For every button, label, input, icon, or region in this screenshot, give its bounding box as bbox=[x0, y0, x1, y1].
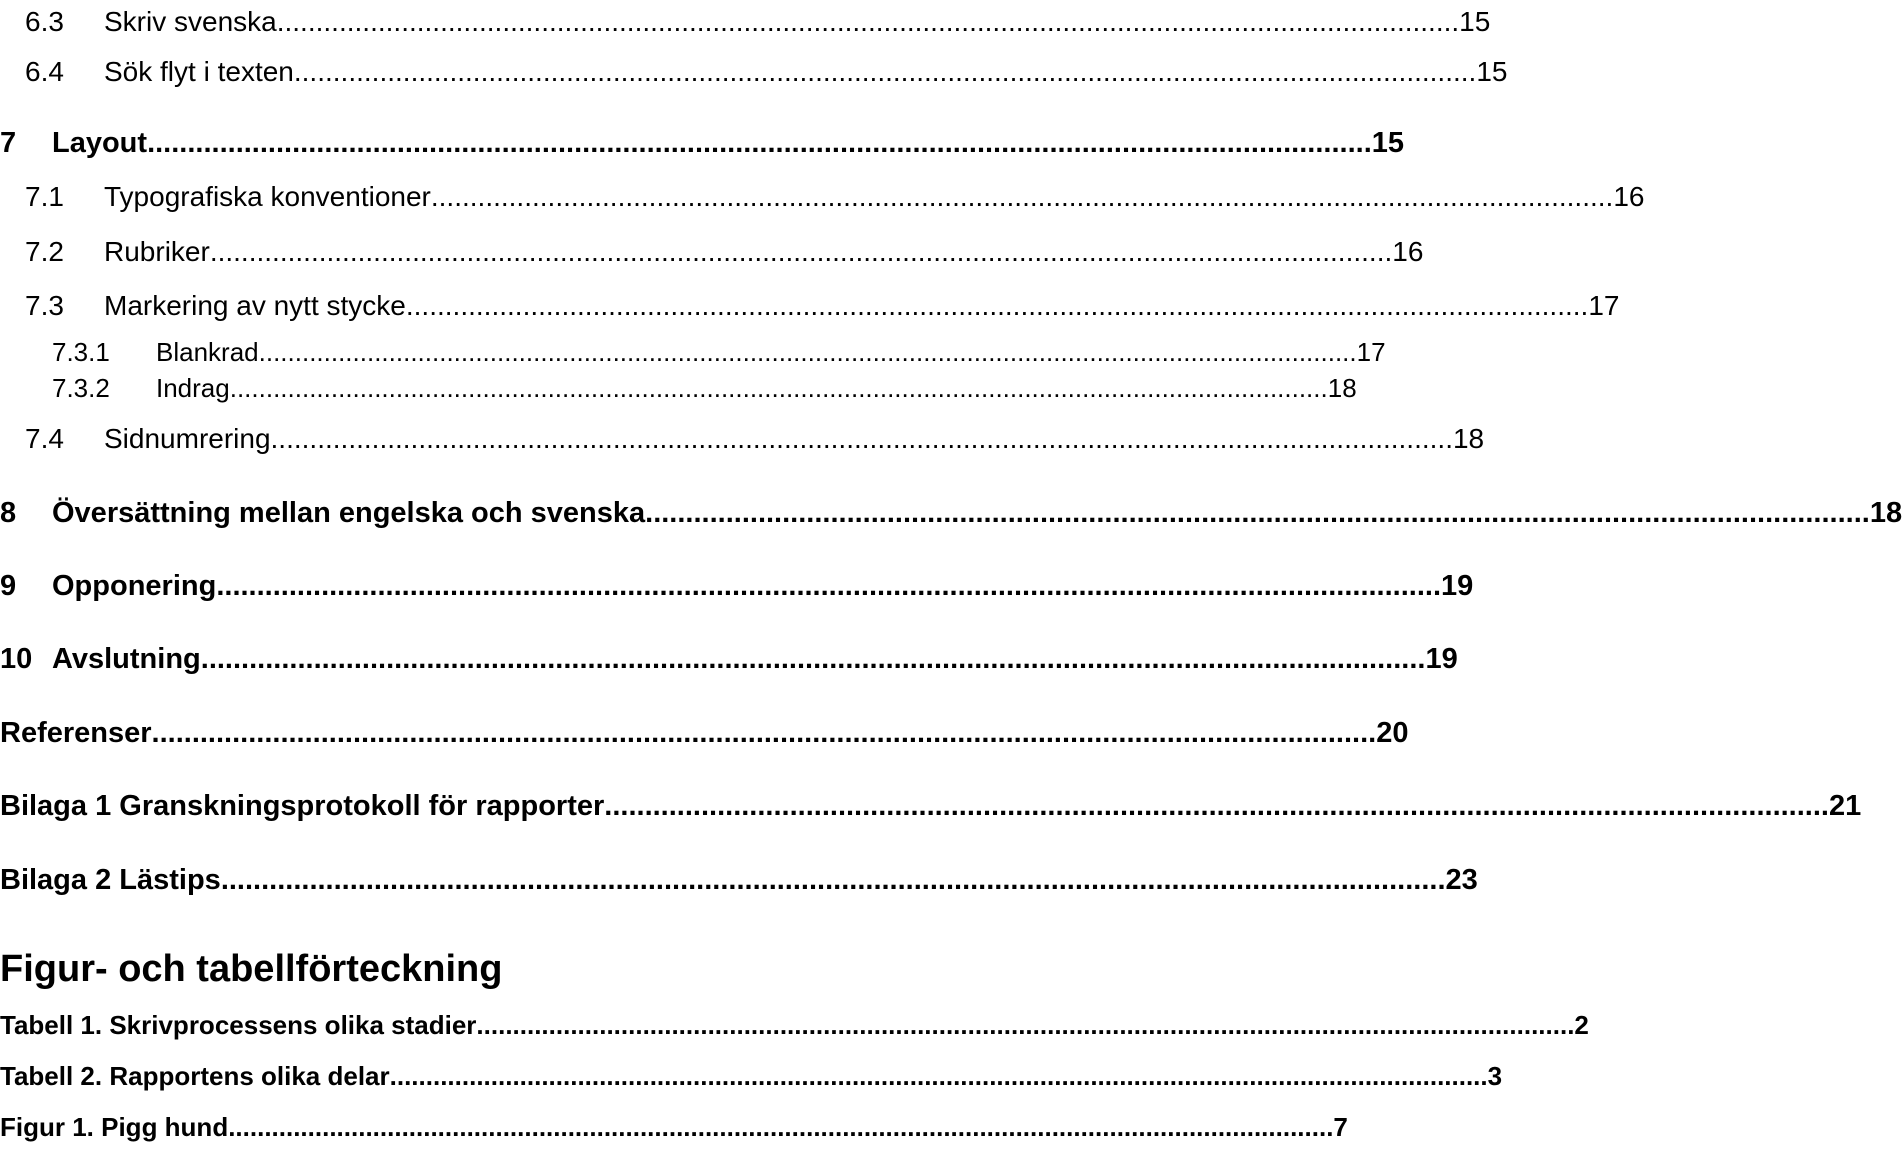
toc-leader-dots: ........................................................................................................................................................ bbox=[276, 6, 1460, 37]
toc-leader-dots: ........................................................................................................................................................ bbox=[209, 236, 1393, 267]
figures-heading: Figur- och tabellförteckning bbox=[0, 948, 503, 990]
figure-title: Figur 1. Pigg hund. bbox=[0, 1112, 236, 1142]
toc-title: Referenser bbox=[0, 717, 152, 749]
toc-entry bbox=[0, 491, 1902, 535]
toc-leader-dots: ........................................................................................................................................................ bbox=[270, 423, 1453, 454]
toc-leader-dots: ........................................................................................................................................................ bbox=[430, 181, 1614, 212]
figure-page-number: 3 bbox=[1487, 1061, 1503, 1091]
toc-page-number: 19 bbox=[1441, 570, 1474, 602]
toc-leader-dots: ........................................................................................................................................................ bbox=[220, 864, 1446, 896]
toc-number: 7.1 bbox=[25, 181, 64, 212]
toc-title: Översättning mellan engelska och svenska bbox=[52, 497, 646, 529]
toc-entry bbox=[0, 784, 1862, 828]
toc-title: Bilaga 1 Granskningsprotokoll för rapporter bbox=[0, 790, 605, 822]
toc-page-number: 17 bbox=[1588, 290, 1620, 321]
toc-title: Sidnumrering bbox=[104, 423, 271, 454]
toc-entry bbox=[0, 564, 1474, 608]
toc-title: Indrag bbox=[156, 373, 230, 403]
toc-number: 7.3 bbox=[25, 290, 64, 321]
toc-title: Avslutning bbox=[52, 643, 201, 675]
toc-title: Skriv svenska bbox=[104, 6, 277, 37]
toc-page-number: 17 bbox=[1356, 337, 1386, 367]
toc-page-number: 20 bbox=[1376, 717, 1409, 749]
toc-entry bbox=[0, 121, 1405, 165]
figure-title: Tabell 1. Skrivprocessens olika stadier bbox=[0, 1010, 477, 1040]
toc-number: 8 bbox=[0, 497, 17, 529]
toc-number: 7.3.2 bbox=[52, 373, 110, 403]
toc-entry bbox=[0, 858, 1478, 902]
toc-entry bbox=[0, 0, 1491, 44]
toc-entry bbox=[0, 284, 1620, 328]
figure-leader-dots: ........................................................................................................................................................ bbox=[389, 1061, 1488, 1091]
toc-page-number: 19 bbox=[1425, 643, 1458, 675]
toc-title: Blankrad bbox=[156, 337, 259, 367]
toc-page-number: 23 bbox=[1445, 864, 1478, 896]
toc-page-number: 21 bbox=[1828, 790, 1862, 822]
toc-number: 9 bbox=[0, 570, 17, 602]
toc-entry bbox=[0, 175, 1645, 219]
toc-page-number: 15 bbox=[1459, 6, 1491, 37]
toc-number: 7.3.1 bbox=[52, 337, 110, 367]
toc-title: Markering av nytt stycke bbox=[104, 290, 406, 321]
figure-title: Tabell 2. Rapportens olika delar bbox=[0, 1061, 390, 1091]
figure-entry bbox=[0, 1054, 1503, 1098]
toc-page-number: 15 bbox=[1476, 56, 1508, 87]
toc-number: 6.3 bbox=[25, 6, 64, 37]
toc-leader-dots: ........................................................................................................................................................ bbox=[405, 290, 1589, 321]
toc-page-number: 15 bbox=[1371, 127, 1405, 159]
figure-page-number: 7 bbox=[1333, 1112, 1348, 1142]
toc-leader-dots: ........................................................................................................................................................ bbox=[258, 337, 1357, 367]
toc-entry bbox=[0, 417, 1485, 461]
figure-leader-dots: ........................................................................................................................................................ bbox=[235, 1112, 1334, 1142]
toc-title: Bilaga 2 Lästips bbox=[0, 864, 221, 896]
toc-leader-dots: ........................................................................................................................................................ bbox=[216, 570, 1442, 602]
toc-page-number: 16 bbox=[1392, 236, 1424, 267]
figure-leader-dots: ........................................................................................................................................................ bbox=[476, 1010, 1575, 1040]
toc-leader-dots: ........................................................................................................................................................ bbox=[147, 127, 1372, 159]
toc-page-number: 16 bbox=[1613, 181, 1645, 212]
toc-number: 6.4 bbox=[25, 56, 64, 87]
toc-page-number: 18 bbox=[1452, 423, 1485, 454]
toc-leader-dots: ........................................................................................................................................................ bbox=[151, 717, 1377, 749]
toc-page-number: 18 bbox=[1869, 497, 1902, 529]
figure-page-number: 2 bbox=[1574, 1010, 1589, 1040]
toc-leader-dots: ........................................................................................................................................................ bbox=[604, 790, 1829, 822]
toc-number: 7.4 bbox=[25, 423, 64, 454]
toc-leader-dots: ........................................................................................................................................................ bbox=[293, 56, 1477, 87]
toc-title: Sök flyt i texten bbox=[104, 56, 294, 87]
toc-title: Typografiska konventioner bbox=[104, 181, 431, 212]
toc-leader-dots: ........................................................................................................................................................ bbox=[200, 643, 1426, 675]
toc-entry bbox=[0, 637, 1458, 681]
toc-page-number: 18 bbox=[1327, 373, 1357, 403]
toc-number: 10 bbox=[0, 643, 33, 675]
figure-entry bbox=[0, 1003, 1589, 1047]
toc-leader-dots: ........................................................................................................................................................ bbox=[645, 497, 1870, 529]
toc-title: Layout bbox=[52, 127, 148, 159]
toc-entry bbox=[0, 230, 1424, 274]
toc-entry bbox=[0, 366, 1357, 410]
toc-entry bbox=[0, 50, 1508, 94]
toc-number: 7 bbox=[0, 127, 17, 159]
figure-entry bbox=[0, 1105, 1348, 1149]
toc-number: 7.2 bbox=[25, 236, 64, 267]
toc-leader-dots: ........................................................................................................................................................ bbox=[229, 373, 1328, 403]
toc-title: Rubriker bbox=[104, 236, 210, 267]
toc-entry bbox=[0, 711, 1409, 755]
toc-title: Opponering bbox=[52, 570, 217, 602]
